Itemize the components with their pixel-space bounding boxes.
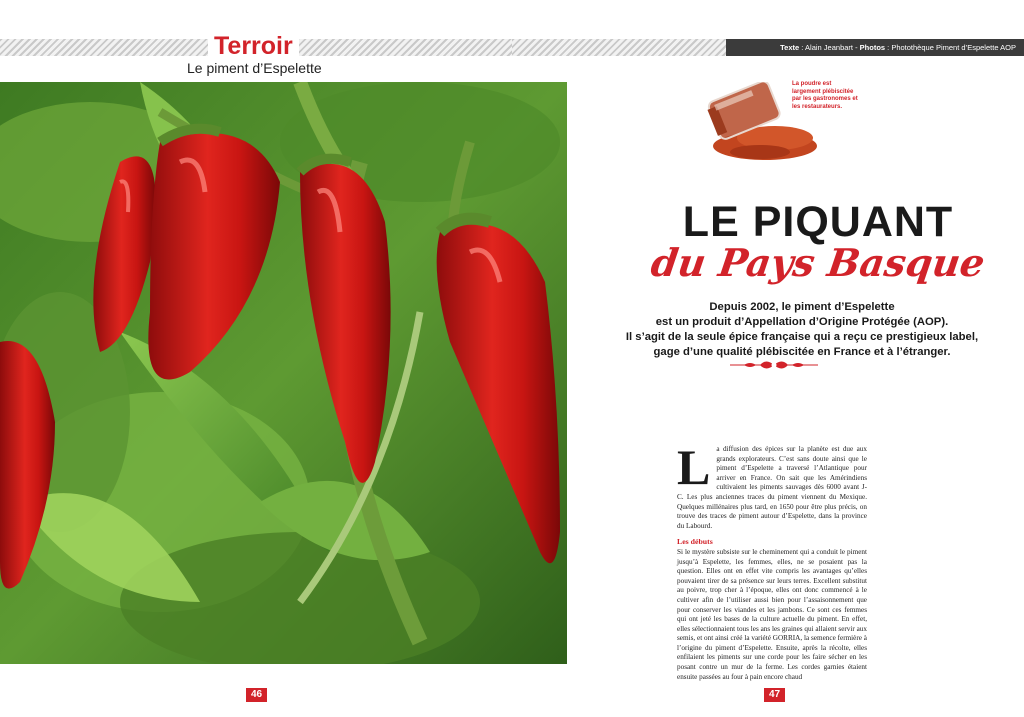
credits-bar — [726, 39, 1024, 56]
chili-pepper-photo — [0, 82, 567, 664]
intro-line: est un produit d’Appellation d’Origine Protégée (AOP). — [655, 316, 949, 328]
section-title: Terroir — [208, 30, 299, 62]
page-number-left: 46 — [246, 688, 267, 702]
credits-text-label: Texte — [780, 43, 800, 52]
section-subtitle: Le piment d’Espelette — [187, 60, 322, 76]
credits-photo-source: : Photothèque Piment d’Espelette AOP — [885, 43, 1016, 52]
headline-script: du Pays Basque — [648, 240, 988, 285]
credits-author: : Alain Jeanbart - — [799, 43, 860, 52]
intro-line: Depuis 2002, le piment d’Espelette — [709, 301, 895, 313]
ornament-divider — [730, 358, 818, 372]
spice-caption: La poudre est largement plébiscitée par les gastronomes et les restaurateurs. — [792, 81, 858, 110]
drop-cap: L — [677, 439, 711, 495]
article-paragraph: a diffusion des épices sur la planète est due aux grands explorateurs. C’est sans doute ainsi que le piment d’Espelette a traversé l’Atlantique pour arriver en France. On sait que les Amérindiens cultivaient les piments sauvages dès 6000 avant J-C. Les plus anciennes traces du piment viennent du Mexique. Quelques millénaires plus tard, en 1650 pour être plus précis, on trouve des traces de piment autour d’Espelette, dans la province du Labourd. — [677, 445, 867, 530]
intro-paragraph — [572, 300, 1024, 360]
credits-photos-label: Photos — [859, 43, 886, 52]
intro-line: Il s’agit de la seule épice française qui a reçu ce prestigieux label, — [625, 331, 979, 343]
article-paragraph: Si le mystère subsiste sur le cheminement qui a conduit le piment jusqu’à Espelette, les femmes, elles, ne se posaient pas la question. Elles ont en effet vite compris les avantages qu’elles pouvaient tirer de sa présence sur leurs terres. Excellent substitut au poivre, trop cher à l’époque, elles ont donc commencé à le cultiver afin de l’utiliser aussi bien pour l’assaisonnement que pour conserver les viandes et les jambons. Ce sont ces femmes qui ont jeté les bases de la culture actuelle du piment. En effet, elles sélectionnaient tous les ans les graines qui allaient servir aux semis, et ont ainsi créé la variété GORRIA, la semence fermière à l’origine du piment d’Espelette. Ensuite, après la récolte, elles enfilaient les piments sur une corde pour les faire sécher en les posant contre un mur de la ferme. Les cordes garnies étaient ensuite passées au four à pain encore chaud — [677, 547, 867, 681]
page-number-right: 47 — [764, 688, 785, 702]
article-subheading: Les débuts — [677, 537, 713, 547]
intro-line: gage d’une qualité plébiscitée en France et à l’étranger. — [653, 346, 951, 358]
article-body — [677, 439, 867, 682]
headline: LE PIQUANT — [682, 198, 954, 246]
right-page — [512, 0, 1024, 717]
